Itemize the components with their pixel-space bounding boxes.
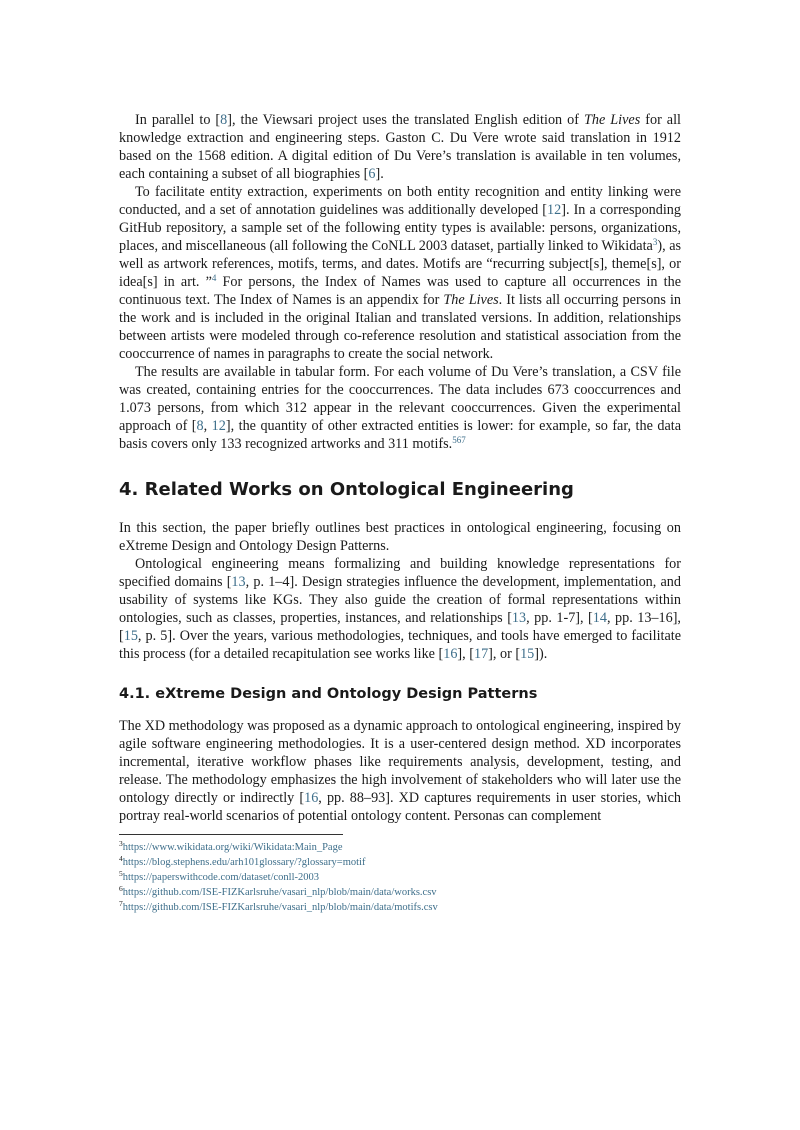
work-title: The Lives <box>443 292 499 308</box>
text: In parallel to [ <box>135 112 221 128</box>
paragraph-entity-extraction <box>119 183 681 363</box>
citation-link[interactable]: 13 <box>231 574 246 590</box>
text: , <box>203 418 212 434</box>
citation-link[interactable]: 6 <box>368 166 376 182</box>
footnote-number: 6 <box>119 884 123 893</box>
footnote-divider <box>119 834 343 835</box>
text: , p. 1–4]. Design strategies influence the development, implementation, and usability of systems like KGs. They also guide the creation of formal representations within ontologies, such as classes, properties, instances, and relationships [ <box>119 574 681 626</box>
citation-link[interactable]: 16 <box>304 790 319 806</box>
text: ], the quantity of other extracted entities is lower: for example, so far, the data basis covers only 133 recognized artworks and 311 motifs. <box>119 418 681 452</box>
paragraph-xd-methodology <box>119 717 681 825</box>
footnote-number: 4 <box>119 854 123 863</box>
citation-link[interactable]: 12 <box>211 418 226 434</box>
citation-link[interactable]: 8 <box>196 418 204 434</box>
footnote <box>119 885 681 900</box>
section-heading: 4. Related Works on Ontological Engineering <box>119 479 574 500</box>
text: The results are available in tabular form. For each volume of Du Vere’s translation, a CSV file was created, containing entries for the cooccurrences. The data includes 673 cooccurrences and 1.073 persons, from which 312 appear in the relevant cooccurrences. Given the experimental approach of [ <box>119 364 681 434</box>
text: For persons, the Index of Names was used to capture all occurrences in the continuous text. The Index of Names is an appendix for <box>119 274 681 308</box>
text: , pp. 88–93]. XD captures requirements in user stories, which portray real-world scenarios of potential ontology content. Personas can complement <box>119 790 682 824</box>
footnote-number: 7 <box>119 899 123 908</box>
subsection-heading: 4.1. eXtreme Design and Ontology Design Patterns <box>119 686 538 702</box>
text: for all knowledge extraction and engineering steps. Gaston C. Du Vere wrote said translation in 1912 based on the 1568 edition. A digital edition of Du Vere’s translation is available in ten volumes, each containing a subset of all biographies [ <box>119 112 681 182</box>
citation-link[interactable]: 12 <box>547 202 562 218</box>
text: ]). <box>534 646 548 662</box>
text: ], or [ <box>488 646 521 662</box>
text: Ontological engineering means formalizing and building knowledge representations for specified domains [ <box>119 556 681 590</box>
work-title: The Lives <box>583 112 641 128</box>
text: ), as well as artwork references, motifs, terms, and dates. Motifs are “recurring subject[s], theme[s], or idea[s] in art. ” <box>119 238 682 290</box>
footnote <box>119 900 681 915</box>
footnote-number: 5 <box>119 869 123 878</box>
text: , pp. 13–16], [ <box>119 610 681 644</box>
footnote-url[interactable]: https://github.com/ISE-FIZKarlsruhe/vasari_nlp/blob/main/data/works.csv <box>122 887 437 898</box>
text: ]. <box>375 166 384 182</box>
paragraph-viewsari-edition <box>119 111 681 183</box>
footnote-url[interactable]: https://www.wikidata.org/wiki/Wikidata:Main_Page <box>122 842 343 853</box>
citation-link[interactable]: 16 <box>443 646 458 662</box>
text: , pp. 1-7], [ <box>526 610 593 626</box>
text: ], the Viewsari project uses the translated English edition of <box>227 112 584 128</box>
footnote-url[interactable]: https://paperswithcode.com/dataset/conll-2003 <box>122 872 319 883</box>
footnote <box>119 840 681 855</box>
citation-link[interactable]: 17 <box>473 646 489 662</box>
text: ], [ <box>457 646 474 662</box>
paragraph-ontological-engineering <box>119 555 681 663</box>
footnote-url[interactable]: https://github.com/ISE-FIZKarlsruhe/vasari_nlp/blob/main/data/motifs.csv <box>122 902 438 913</box>
citation-link[interactable]: 13 <box>511 610 527 626</box>
paper-body <box>119 111 681 825</box>
text: ]. In a corresponding GitHub repository, a sample set of the following entity types is available: persons, organizations, places, and miscellaneous (all following the CoNLL 2003 dataset, partially linked to Wikidata <box>119 202 681 254</box>
footnote-marker[interactable]: 567 <box>452 435 466 445</box>
paragraph-section-intro: In this section, the paper briefly outlines best practices in ontological engineering, focusing on eXtreme Design and Ontology Design Patterns. <box>119 520 681 554</box>
text: To facilitate entity extraction, experiments on both entity recognition and entity linking were conducted, and a set of annotation guidelines was additionally developed [ <box>119 184 681 218</box>
footnote <box>119 855 681 870</box>
footnote-url[interactable]: https://blog.stephens.edu/arh101glossary/?glossary=motif <box>122 857 366 868</box>
citation-link[interactable]: 8 <box>220 112 228 128</box>
text: . It lists all occurring persons in the work and is included in the original Italian and translated versions. In addition, relationships between artists were modeled through co-reference resolution and statistical association from the cooccurrence of names in paragraphs to create the social network. <box>119 292 681 362</box>
footnote-number: 3 <box>119 839 123 848</box>
footnotes <box>119 834 681 915</box>
text: , p. 5]. Over the years, various methodologies, techniques, and tools have emerged to facilitate this process (for a detailed recapitulation see works like [ <box>119 628 681 662</box>
text: The XD methodology was proposed as a dynamic approach to ontological engineering, inspired by agile software engineering methodologies. It is a user-centered design method. XD incorporates incremental, iterative workflow phases like requirements analysis, development, testing, and release. The methodology emphasizes the high involvement of stakeholders who will later use the ontology directly or indirectly [ <box>119 718 681 806</box>
footnote <box>119 870 681 885</box>
citation-link[interactable]: 15 <box>123 628 138 644</box>
footnote-marker[interactable]: 3 <box>652 237 658 247</box>
paragraph-results <box>119 363 681 453</box>
citation-link[interactable]: 15 <box>520 646 535 662</box>
footnote-marker[interactable]: 4 <box>211 273 217 283</box>
citation-link[interactable]: 14 <box>592 610 607 626</box>
